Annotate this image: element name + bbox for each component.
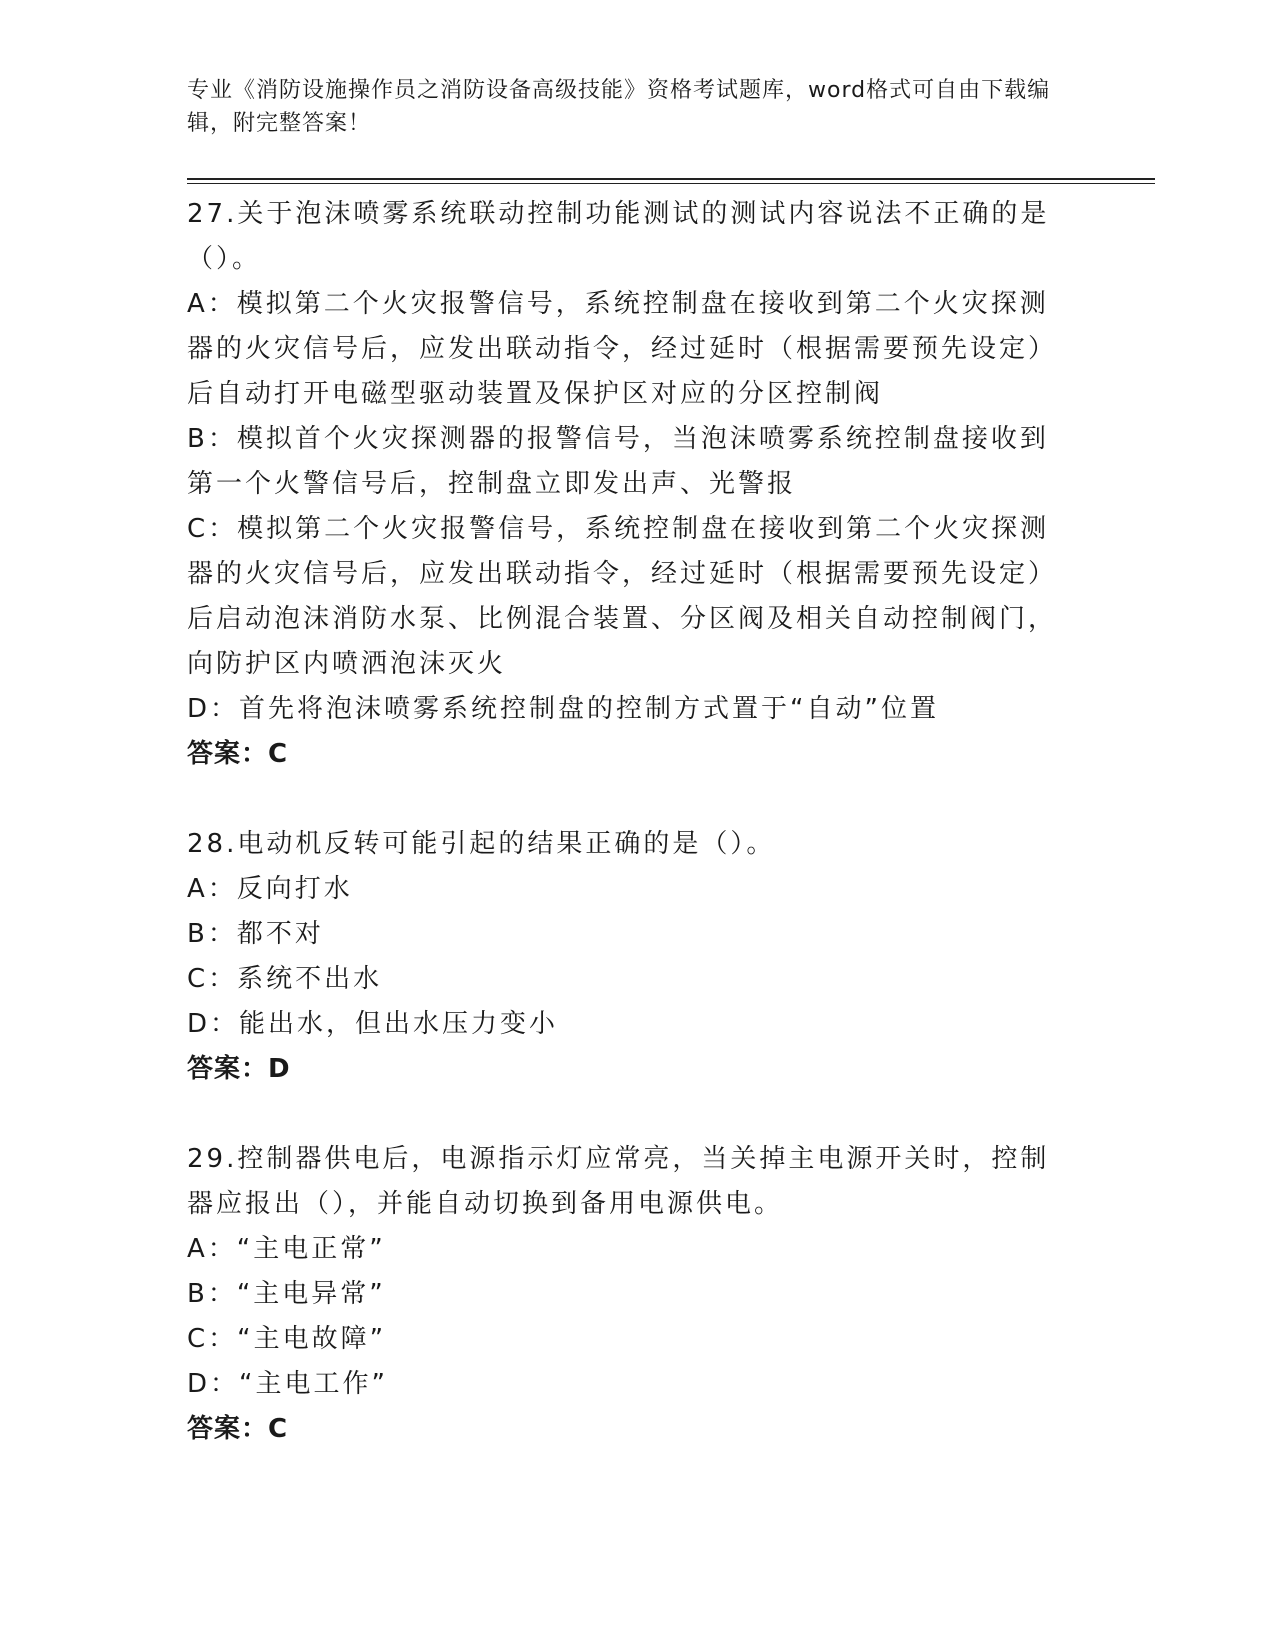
question-28 [187, 822, 1077, 1092]
option-d: D：首先将泡沫喷雾系统控制盘的控制方式置于“自动”位置 [187, 694, 939, 724]
answer: 答案：D [187, 1054, 291, 1084]
question-27 [187, 192, 1077, 777]
option-a: A：反向打水 [187, 874, 353, 904]
option-b: B：模拟首个火灾探测器的报警信号，当泡沫喷雾系统控制盘接收到第一个火警信号后，控制盘立即发出声、光警报 [187, 424, 1049, 499]
question-list [187, 192, 1077, 1497]
option-c: C：模拟第二个火灾报警信号，系统控制盘在接收到第二个火灾探测器的火灾信号后，应发出联动指令，经过延时（根据需要预先设定）后启动泡沫消防水泵、比例混合装置、分区阀及相关自动控制阀门，向防护区内喷洒泡沫灭火 [187, 514, 1058, 679]
question-stem: 28.电动机反转可能引起的结果正确的是（）。 [187, 829, 776, 859]
option-c: C：系统不出水 [187, 964, 383, 994]
option-d: D：能出水，但出水压力变小 [187, 1009, 559, 1039]
question-stem: 29.控制器供电后，电源指示灯应常亮，当关掉主电源开关时，控制器应报出（），并能自动切换到备用电源供电。 [187, 1144, 1050, 1219]
header-rule-thin [187, 183, 1155, 184]
option-a: A：模拟第二个火灾报警信号，系统控制盘在接收到第二个火灾探测器的火灾信号后，应发出联动指令，经过延时（根据需要预先设定）后自动打开电磁型驱动装置及保护区对应的分区控制阀 [187, 289, 1058, 409]
option-b: B：都不对 [187, 919, 324, 949]
header-text: 专业《消防设施操作员之消防设备高级技能》资格考试题库，word格式可自由下载编辑，附完整答案！ [187, 78, 1051, 136]
question-stem: 27.关于泡沫喷雾系统联动控制功能测试的测试内容说法不正确的是（）。 [187, 199, 1050, 274]
document-header [187, 74, 1067, 140]
option-b: B：“主电异常” [187, 1279, 386, 1309]
option-d: D：“主电工作” [187, 1369, 388, 1399]
option-a: A：“主电正常” [187, 1234, 386, 1264]
header-rule-thick [187, 178, 1155, 180]
question-29 [187, 1137, 1077, 1452]
answer: 答案：C [187, 1414, 289, 1444]
answer: 答案：C [187, 739, 289, 769]
option-c: C：“主电故障” [187, 1324, 387, 1354]
